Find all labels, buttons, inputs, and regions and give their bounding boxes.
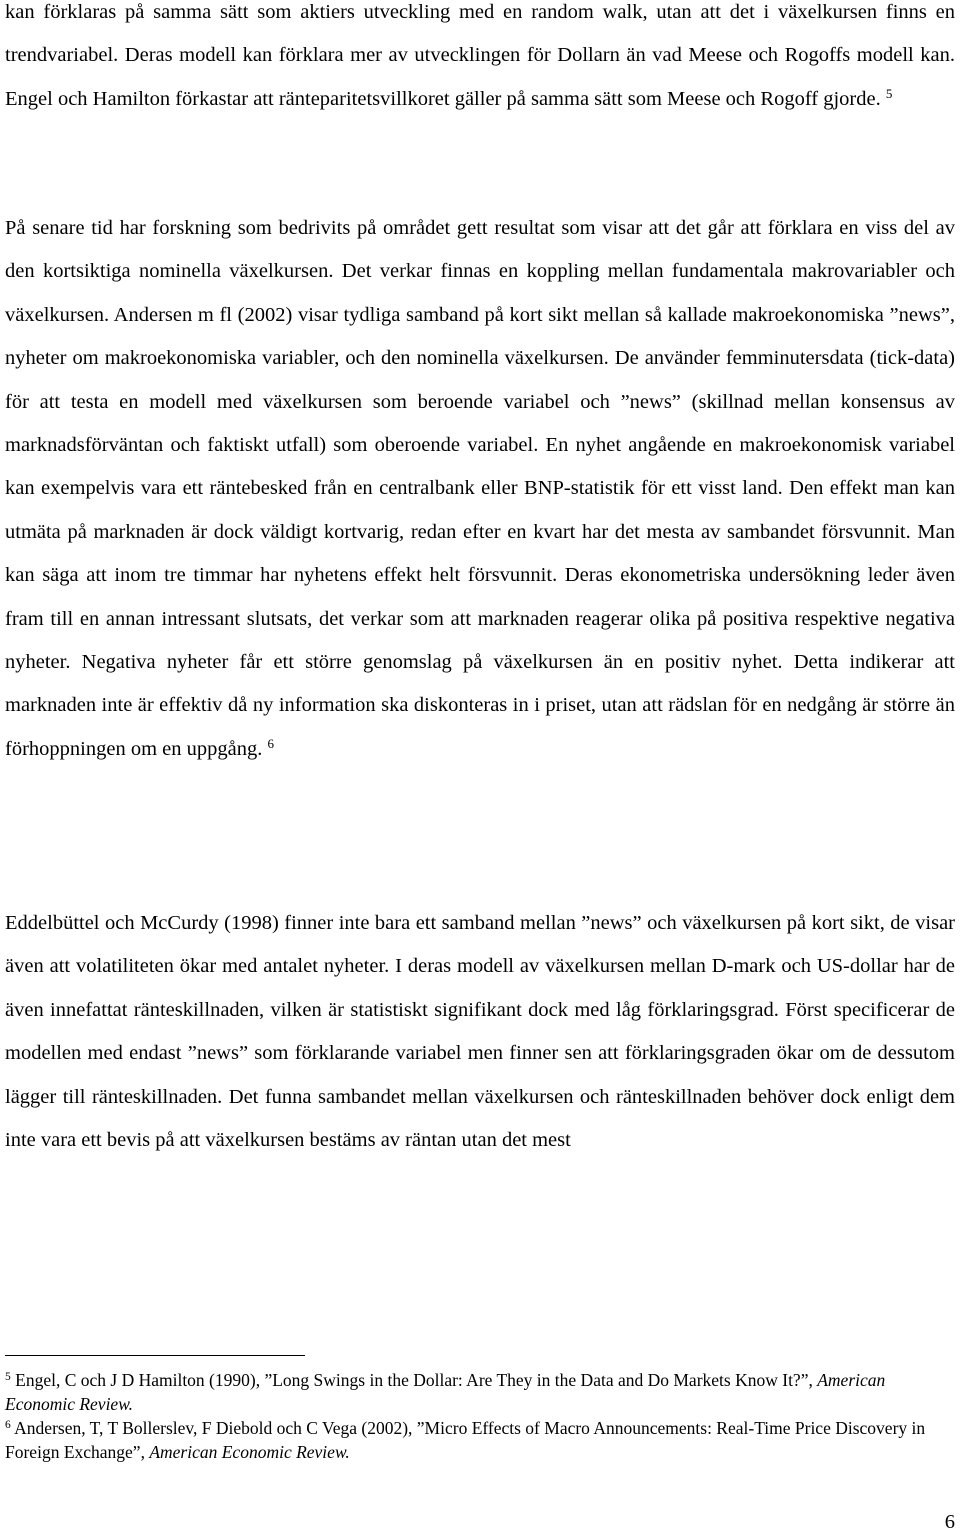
body-paragraph-1 (5, 0, 955, 121)
footnote-separator (5, 1355, 305, 1356)
paragraph-text: Eddelbüttel och McCurdy (1998) finner inte bara ett samband mellan ”news” och växelkursen på kort sikt, de visar även att volatiliteten ökar med antalet nyheter. I deras modell av växelkursen mellan D-mark och US-dollar har de även innefattat ränteskillnaden, vilken är statistiskt signifikant dock med låg förklaringsgrad. Först specificerar de modellen med endast ”news” som förklarande variabel men finner sen att förklaringsgraden ökar om de dessutom lägger till ränteskillnaden. Det funna sambandet mellan växelkursen och ränteskillnaden behöver dock enligt dem inte vara ett bevis på att växelkursen bestäms av räntan utan det mest (5, 912, 955, 1152)
footnote-journal: American Economic Review. (149, 1442, 350, 1462)
footnote-number: 5 (5, 1371, 11, 1383)
footnote-reference: 5 (885, 85, 893, 101)
footnote-text: Engel, C och J D Hamilton (1990), ”Long Swings in the Dollar: Are They in the Data and Do Markets Know It?”, (15, 1370, 818, 1390)
footnote-journal: American Economic Review. (5, 1370, 886, 1414)
body-paragraph-3 (5, 902, 955, 1162)
footnote-text: Andersen, T, T Bollerslev, F Diebold och C Vega (2002), ”Micro Effects of Macro Announcements: Real-Time Price Discovery in Foreign Exchange”, (5, 1418, 926, 1462)
footnotes-section (5, 1368, 950, 1464)
paragraph-text: kan förklaras på samma sätt som aktiers utveckling med en random walk, utan att det i växelkursen finns en trendvariabel. Deras modell kan förklara mer av utvecklingen för Dollarn än vad Meese och Rogoffs modell kan. Engel och Hamilton förkastar att ränteparitetsvillkoret gäller på samma sätt som Meese och Rogoff gjorde. (5, 1, 955, 110)
footnote-5 (5, 1368, 950, 1416)
footnote-reference: 6 (267, 735, 274, 751)
page-number: 6 (944, 1511, 955, 1533)
footnote-6 (5, 1416, 950, 1464)
body-paragraph-2 (5, 207, 955, 771)
footnote-number: 6 (5, 1419, 11, 1431)
paragraph-text: På senare tid har forskning som bedrivits på området gett resultat som visar att det går att förklara en viss del av den kortsiktiga nominella växelkursen. Det verkar finnas en koppling mellan fundamentala makrovariabler och växelkursen. Andersen m fl (2002) visar tydliga samband på kort sikt mellan så kallade makroekonomiska ”news”, nyheter om makroekonomiska variabler, och den nominella växelkursen. De använder femminutersdata (tick-data) för att testa en modell med växelkursen som beroende variabel och ”news” (skillnad mellan konsensus av marknadsförväntan och faktiskt utfall) som oberoende variabel. En nyhet angående en makroekonomisk variabel kan exempelvis vara ett räntebesked från en centralbank eller BNP-statistik för ett visst land. Den effekt man kan utmäta på marknaden är dock väldigt kortvarig, redan efter en kvart har det mesta av sambandet försvunnit. Man kan säga att inom tre timmar har nyhetens effekt helt försvunnit. Deras ekonometriska undersökning leder även fram till en annan intressant slutsats, det verkar som att marknaden reagerar olika på positiva respektive negativa nyheter. Negativa nyheter får ett större genomslag på växelkursen än en positiv nyhet. Detta indikerar att marknaden inte är effektiv då ny information ska diskonteras in i priset, utan att rädslan för en nedgång är större än förhoppningen om en uppgång. (5, 217, 955, 760)
